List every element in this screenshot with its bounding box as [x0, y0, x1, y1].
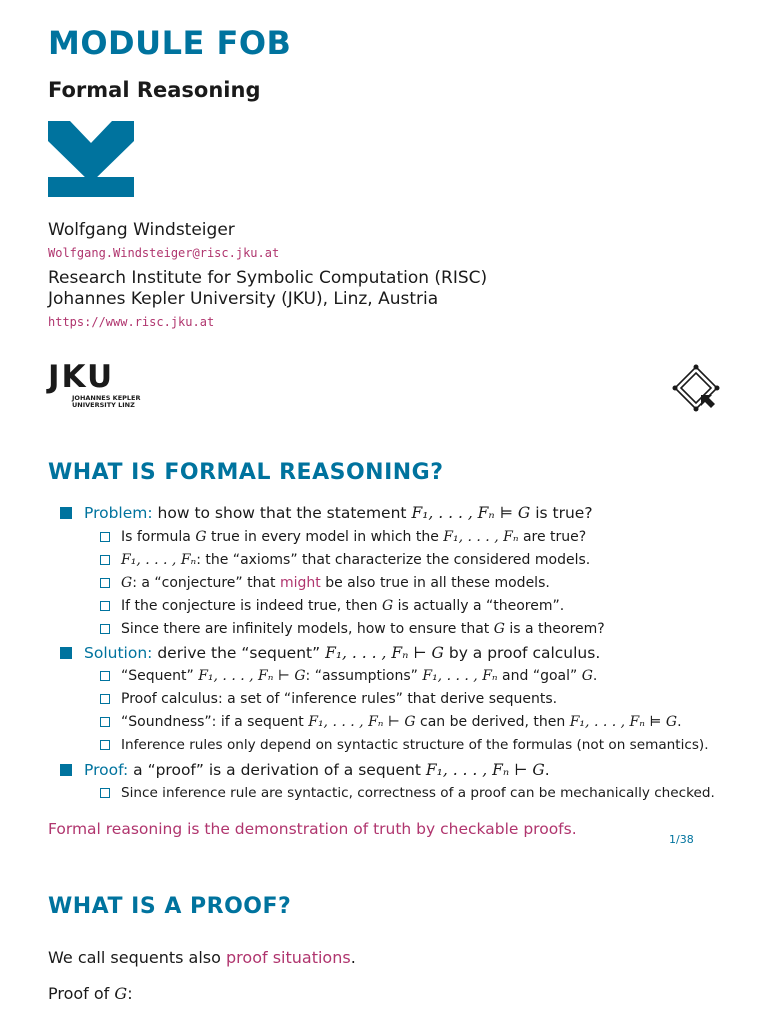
problem-subitem-4: If the conjecture is indeed true, then G is actually a “theorem”.: [100, 598, 564, 614]
bullet-box-icon: [100, 740, 110, 750]
solution-label: Solution:: [84, 644, 153, 662]
bullet-box-icon: [100, 601, 110, 611]
bullet-box-icon: [100, 717, 110, 727]
module-subtitle: Formal Reasoning: [48, 78, 261, 102]
proof-subitem-1: Since inference rule are syntactic, correctness of a proof can be mechanically checked.: [100, 785, 715, 801]
bullet-box-icon: [100, 671, 110, 681]
solution-subitem-3: “Soundness”: if a sequent F₁, . . . , Fₙ ⊢ G can be derived, then F₁, . . . , Fₙ ⊨ G.: [100, 714, 682, 730]
problem-subitem-5: Since there are infinitely models, how to ensure that G is a theorem?: [100, 621, 605, 637]
jku-logo-letters: JKU: [48, 359, 115, 395]
slide2-text: We call sequents also proof situations.: [48, 948, 356, 967]
proof-situations-link[interactable]: proof situations: [226, 948, 351, 967]
solution-subitem-1: “Sequent” F₁, . . . , Fₙ ⊢ G: “assumptions” F₁, . . . , Fₙ and “goal” G.: [100, 668, 597, 684]
bullet-square-icon: [60, 764, 72, 776]
module-title: MODULE FOB: [48, 24, 292, 62]
k-logo-chevron: [48, 121, 134, 183]
k-logo-bar: [48, 177, 134, 197]
slide1-conclusion: Formal reasoning is the demonstration of truth by checkable proofs.: [48, 820, 577, 838]
slide1-heading: WHAT IS FORMAL REASONING?: [48, 460, 444, 485]
author-email-link[interactable]: Wolfgang.Windsteiger@risc.jku.at: [48, 246, 280, 260]
jku-logo-sub1: JOHANNES KEPLER: [72, 394, 141, 402]
risc-logo-icon: [670, 364, 722, 414]
website-link[interactable]: https://www.risc.jku.at: [48, 315, 215, 329]
bullet-box-icon: [100, 694, 110, 704]
solution-subitem-2: Proof calculus: a set of “inference rules” that derive sequents.: [100, 691, 557, 707]
proof-of-line: Proof of G:: [48, 984, 133, 1003]
solution-subitem-4: Inference rules only depend on syntactic structure of the formulas (not on semantics).: [100, 737, 709, 753]
bullet-square-icon: [60, 647, 72, 659]
institute-line-2: Johannes Kepler University (JKU), Linz, Austria: [48, 289, 439, 309]
solution-item: Solution: derive the “sequent” F₁, . . . , Fₙ ⊢ G by a proof calculus.: [60, 644, 600, 662]
bullet-box-icon: [100, 624, 110, 634]
bullet-box-icon: [100, 788, 110, 798]
k-logo: [48, 121, 134, 199]
jku-logo: [48, 359, 141, 409]
bullet-box-icon: [100, 578, 110, 588]
bullet-square-icon: [60, 507, 72, 519]
proof-item: Proof: a “proof” is a derivation of a sequent F₁, . . . , Fₙ ⊢ G.: [60, 761, 550, 779]
problem-item: Problem: how to show that the statement F₁, . . . , Fₙ ⊨ G is true?: [60, 504, 593, 522]
bullet-box-icon: [100, 532, 110, 542]
problem-subitem-3: G: a “conjecture” that might be also true in all these models.: [100, 575, 550, 591]
page-number: 1/38: [669, 833, 694, 846]
bullet-box-icon: [100, 555, 110, 565]
sequent-models: F₁, . . . , Fₙ ⊨ G: [411, 504, 531, 522]
institute-line-1: Research Institute for Symbolic Computation (RISC): [48, 268, 488, 288]
problem-subitem-2: F₁, . . . , Fₙ: the “axioms” that characterize the considered models.: [100, 552, 590, 568]
jku-logo-sub2: UNIVERSITY LINZ: [72, 401, 135, 409]
proof-label: Proof:: [84, 761, 129, 779]
author-name: Wolfgang Windsteiger: [48, 220, 235, 240]
problem-subitem-1: Is formula G true in every model in which the F₁, . . . , Fₙ are true?: [100, 529, 586, 545]
slide2-heading: WHAT IS A PROOF?: [48, 894, 292, 919]
problem-label: Problem:: [84, 504, 153, 522]
sequent-derive: F₁, . . . , Fₙ ⊢ G: [325, 644, 444, 662]
